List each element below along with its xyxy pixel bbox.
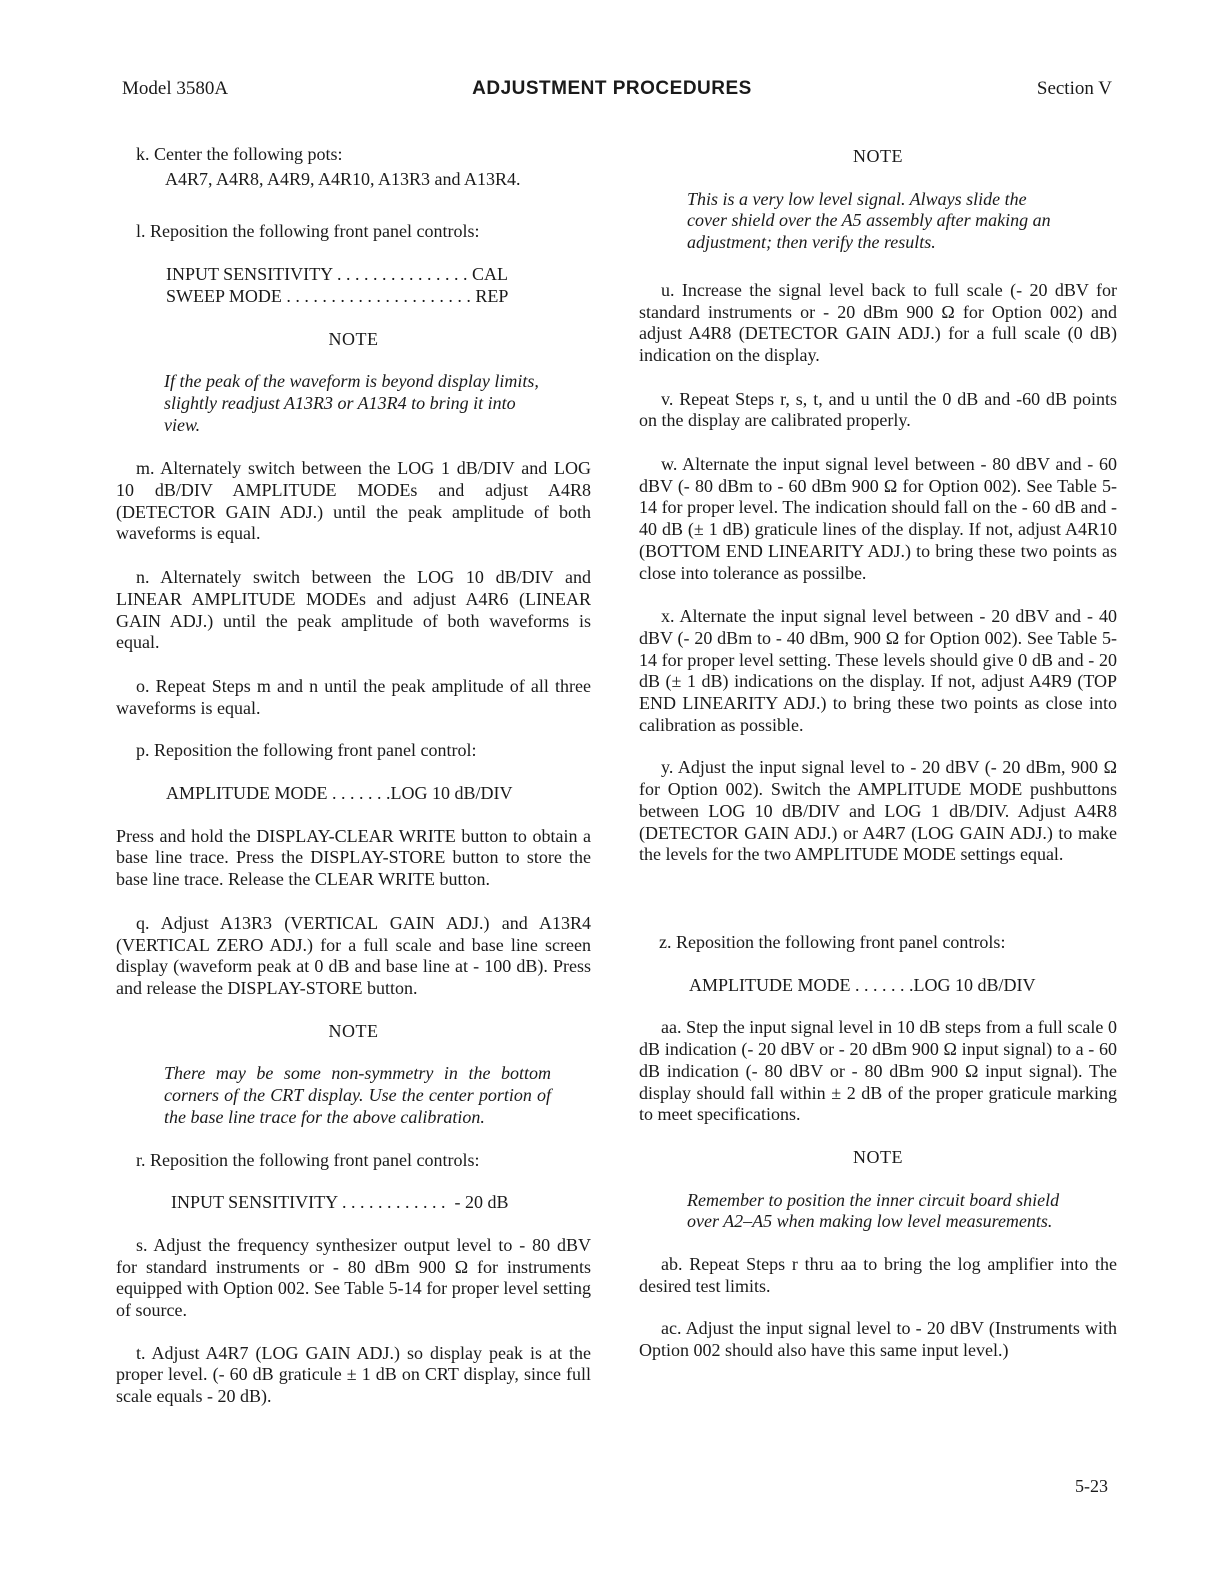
left-column bbox=[116, 144, 591, 1408]
step-r: r. Reposition the following front panel controls: bbox=[136, 1149, 480, 1170]
step-q: q. Adjust A13R3 (VERTICAL GAIN ADJ.) and A13R4 (VERTICAL ZERO ADJ.) for a full scale and base line screen display (waveform peak at 0 dB and base line at - 100 dB). Press and release the DISPLAY-STORE button. bbox=[116, 912, 591, 998]
step-k-pots: A4R7, A4R8, A4R9, A4R10, A13R3 and A13R4. bbox=[165, 168, 521, 189]
note-heading: NOTE bbox=[328, 328, 379, 349]
step-p: p. Reposition the following front panel control: bbox=[136, 740, 477, 761]
setting-input-sensitivity: INPUT SENSITIVITY . . . . . . . . . . . . - 20 dB bbox=[171, 1192, 509, 1213]
note-text: Remember to position the inner circuit board shield over A2–A5 when making low level measurements. bbox=[687, 1189, 1060, 1232]
note-text: This is a very low level signal. Always slide the cover shield over the A5 assembly after making an adjustment; then verify the results. bbox=[687, 188, 1051, 253]
step-z: z. Reposition the following front panel controls: bbox=[659, 931, 1006, 952]
step-m: m. Alternately switch between the LOG 1 dB/DIV and LOG 10 dB/DIV AMPLITUDE MODEs and adjust A4R8 (DETECTOR GAIN ADJ.) until the peak amplitude of both waveforms is equal. bbox=[116, 458, 591, 544]
step-t: t. Adjust A4R7 (LOG GAIN ADJ.) so display peak is at the proper level. (- 60 dB graticule ± 1 dB on CRT display, since full scale equals - 20 dB). bbox=[116, 1342, 591, 1407]
step-s: s. Adjust the frequency synthesizer output level to - 80 dBV for standard instruments or - 80 dBm 900 Ω for instruments equipped with Option 002. See Table 5-14 for proper level setting of source. bbox=[116, 1234, 591, 1321]
header-model: Model 3580A bbox=[122, 78, 229, 99]
step-l: l. Reposition the following front panel controls: bbox=[136, 221, 480, 242]
step-k: k. Center the following pots: bbox=[136, 144, 343, 164]
setting-sweep-mode: SWEEP MODE . . . . . . . . . . . . . . . . . . . . . REP bbox=[166, 285, 509, 306]
setting-amplitude-mode: AMPLITUDE MODE . . . . . . .LOG 10 dB/DIV bbox=[166, 783, 513, 804]
page-number: 5-23 bbox=[1075, 1476, 1108, 1496]
step-u: u. Increase the signal level back to full scale (- 20 dBV for standard instruments or - 20 dBm 900 Ω for Option 002) and adjust A4R8 (DETECTOR GAIN ADJ.) for a full scale (0 dB) indication on the display. bbox=[639, 279, 1117, 365]
step-o: o. Repeat Steps m and n until the peak amplitude of all three waveforms is equal. bbox=[116, 675, 591, 718]
note-text: There may be some non-symmetry in the bottom corners of the CRT display. Use the center portion of the base line trace for the above calibration. bbox=[164, 1063, 551, 1127]
setting-input-sensitivity: INPUT SENSITIVITY . . . . . . . . . . . . . . . CAL bbox=[166, 264, 508, 285]
header-title: ADJUSTMENT PROCEDURES bbox=[472, 78, 752, 99]
step-n: n. Alternately switch between the LOG 10 dB/DIV and LINEAR AMPLITUDE MODEs and adjust A4R6 (LINEAR GAIN ADJ.) until the peak amplitude of both waveforms is equal. bbox=[116, 567, 591, 653]
note-heading: NOTE bbox=[853, 1146, 903, 1167]
step-y: y. Adjust the input signal level to - 20 dBV (- 20 dBm, 900 Ω for Option 002). Switch the AMPLITUDE MODE pushbuttons between LOG 10 dB/DIV and LOG 1 dB/DIV. Adjust A4R8 (DETECTOR GAIN ADJ.) or A4R7 (LOG GAIN ADJ.) to make the levels for the two AMPLITUDE MODE settings equal. bbox=[639, 757, 1117, 865]
press-instructions: Press and hold the DISPLAY-CLEAR WRITE button to obtain a base line trace. Press the DISPLAY-STORE button to store the base line trace. Release the CLEAR WRITE button. bbox=[116, 825, 591, 890]
note-text: If the peak of the waveform is beyond display limits, slightly readjust A13R3 or A13R4 to bring it into view. bbox=[164, 371, 539, 435]
note-heading: NOTE bbox=[853, 146, 903, 166]
note-heading: NOTE bbox=[328, 1020, 379, 1041]
step-v: v. Repeat Steps r, s, t, and u until the 0 dB and -60 dB points on the display are calibrated properly. bbox=[639, 388, 1117, 431]
right-column bbox=[639, 144, 1117, 1362]
step-aa: aa. Step the input signal level in 10 dB steps from a full scale 0 dB indication (- 20 dBV or - 20 dBm 900 Ω input signal) to a - 60 dB indication (- 80 dBV or - 80 dBm 900 Ω input signal). The display should fall within ± 2 dB of the proper graticule marking to meet specifications. bbox=[639, 1017, 1117, 1125]
step-ab: ab. Repeat Steps r thru aa to bring the log amplifier into the desired test limits. bbox=[639, 1254, 1117, 1296]
setting-amplitude-mode: AMPLITUDE MODE . . . . . . .LOG 10 dB/DIV bbox=[689, 974, 1036, 995]
step-x: x. Alternate the input signal level between - 20 dBV and - 40 dBV (- 20 dBm to - 40 dBm, 900 Ω for Option 002). See Table 5-14 for proper level setting. These levels should give 0 dB and - 20 dB (± 1 dB) indications on the display. If not, adjust A4R9 (TOP END LINEARITY ADJ.) to bring these two points as close into calibration as possible. bbox=[639, 606, 1117, 735]
header-section: Section V bbox=[1036, 78, 1112, 99]
step-ac: ac. Adjust the input signal level to - 20 dBV (Instruments with Option 002 should also have this same input level.) bbox=[639, 1318, 1117, 1361]
step-w: w. Alternate the input signal level between - 80 dBV and - 60 dBV (- 80 dBm to - 60 dBm 900 Ω for Option 002). See Table 5-14 for proper level. The indication should fall on the - 60 dB and - 40 dB (± 1 dB) graticule lines of the display. If not, adjust A4R10 (BOTTOM END LINEARITY ADJ.) to bring these two points as close into tolerance as possilbe. bbox=[639, 454, 1117, 583]
